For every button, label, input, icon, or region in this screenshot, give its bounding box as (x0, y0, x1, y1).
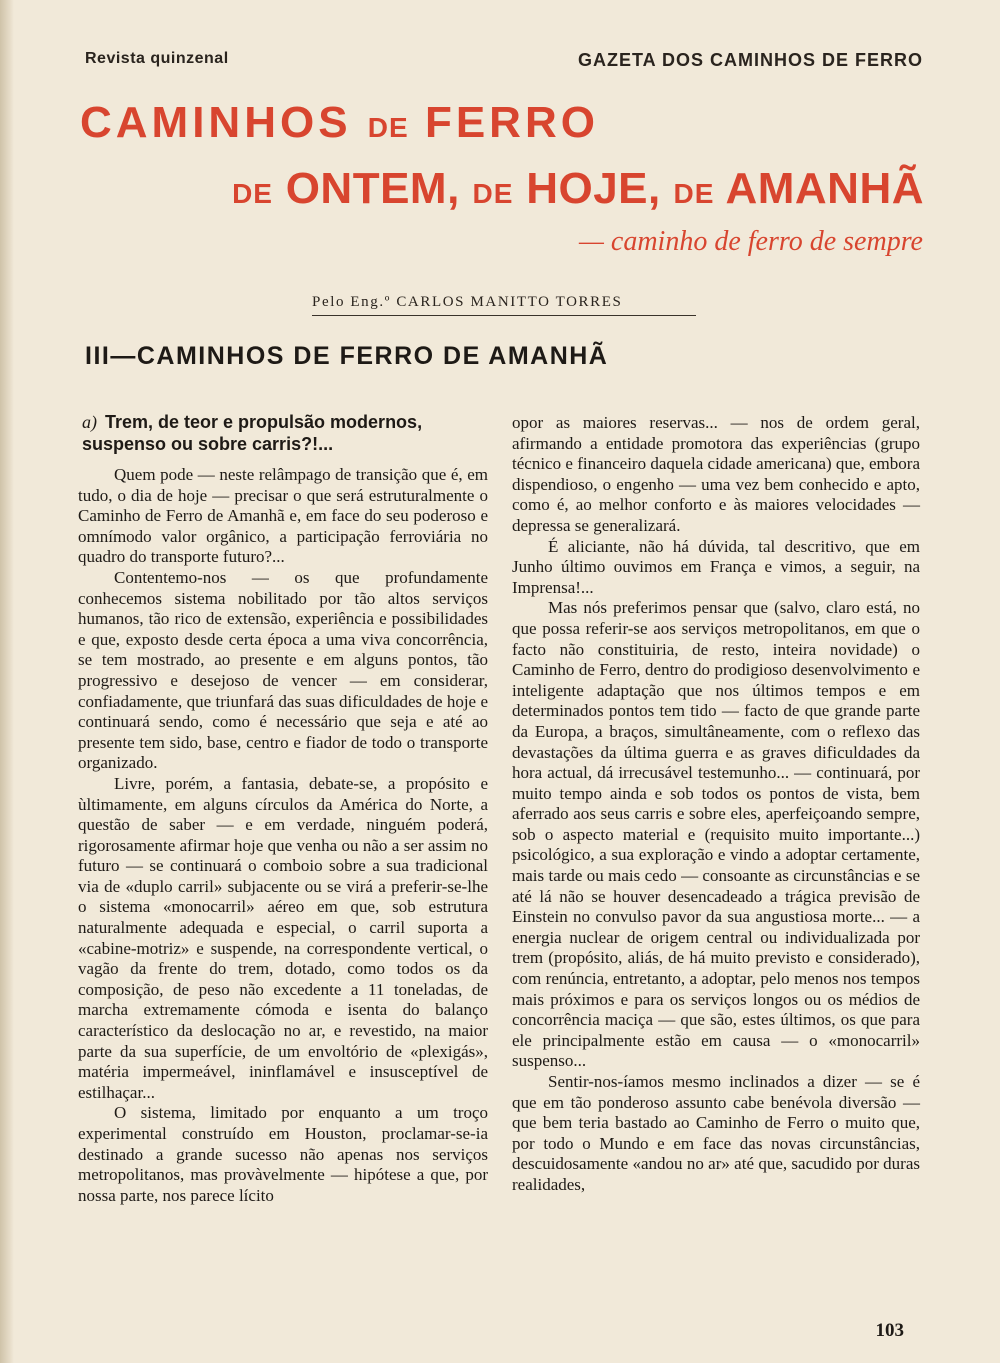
paragraph: É aliciante, não há dúvida, tal descritivo, que em Junho último ouvimos em França e vimos, a seguir, na Imprensa!... (512, 536, 920, 597)
article-title-line-1 (80, 98, 599, 148)
title-word: HOJE, (526, 164, 661, 213)
section-heading: III—CAMINHOS DE FERRO DE AMANHÃ (85, 342, 609, 370)
paragraph: Contentemo-nos — os que profundamente conhecemos sistema nobilitado por tão altos serviços humanos, tão rico de extensão, experiência e possibilidades e que, exposto desde certa época a uma viva concorrência, se tem mostrado, ao presente e em alguns pontos, tão progressivo e desejoso de vencer — em considerar, confiadamente, que triunfará das suas dificuldades de hoje e continuará sendo, como é necessário que seja e até ao presente tem sido, base, centro e fiador de todo o transporte organizado. (78, 567, 488, 773)
title-word-small: DE (232, 178, 273, 209)
article-title-line-2 (232, 164, 924, 214)
title-word-small: DE (367, 112, 409, 143)
paragraph: Mas nós preferimos pensar que (salvo, claro está, no que possa referir-se aos serviços metropolitanos, em que o facto não constituiria, de resto, inteira novidade) o Caminho de Ferro, dentro do prodigioso desenvolvimento e inteligente adaptação que nos últimos tempos e em determinados pontos tem tido — facto de que grande parte da Europa, a braços, simultâneamente, com o reflexo das devastações da última guerra e as graves dificuldades da hora actual, dá irrecusável testemunho... — continuará, por muito tempo ainda e sob todos os pontos de vista, bem aferrado aos seus carris e sobre eles, aperfeiçoando sempre, sob o aspecto material e (requisito muito importante...) psicológico, a sua exploração e vindo a adoptar certamente, mais tarde ou mais cedo — consoante as circunstâncias e se até lá não se houver desencadeado a trágica previsão de Einstein no convulso pavor da sua angustiosa morte... — a energia nuclear de origem central ou individualizada por trem (propósito, aliás, de há muito previsto e considerado), com renúncia, entretanto, a adoptar, pelo menos nos tempos mais próximos e para os serviços longos ou os médios de concorrência maciça — que são, estes últimos, os que para ele principalmente estão em causa — o «monocarril» suspenso... (512, 598, 920, 1071)
title-word-small: DE (673, 178, 715, 209)
title-word: AMANHÃ (725, 164, 924, 213)
page-binding-edge (0, 0, 14, 1363)
title-word: CAMINHOS (80, 98, 352, 147)
title-word: ONTEM, (285, 164, 460, 213)
paragraph: O sistema, limitado por enquanto a um troço experimental construído em Houston, proclamar-se-ia destinado a grande sucesso não apenas nos serviços metropolitanos, mas provàvelmente — hipótese a que, por nossa parte, nos parece lícito (78, 1103, 488, 1205)
article-subtitle: — caminho de ferro de sempre (579, 226, 923, 257)
paragraph: Sentir-nos-íamos mesmo inclinados a dizer — se é que em tão ponderoso assunto cabe benévola diversão — que bem teria bastado ao Caminho de Ferro o muito que, por todo o Mundo e em face das novas circunstâncias, descuidosamente «andou no ar» até que, sacudido por duras realidades, (512, 1072, 920, 1194)
title-word-small: DE (472, 178, 514, 209)
text-column-right (512, 413, 920, 1196)
header-periodicity: Revista quinzenal (85, 50, 229, 67)
header-journal-title: GAZETA DOS CAMINHOS DE FERRO (577, 50, 923, 70)
paragraph: opor as maiores reservas... — nos de ordem geral, afirmando a entidade promotora das experiências (grupo técnico e financeiro daquela cidade americana) que, embora dispendioso, o engenho — uma vez bem conhecido e apto, como é, ao melhor conforto e às maiores velocidades — depressa se generalizará. (512, 413, 920, 535)
text-column-left (78, 411, 488, 1206)
subsection-heading (78, 411, 488, 455)
paragraph: Livre, porém, a fantasia, debate-se, a propósito e ùltimamente, em alguns círculos da América do Norte, a questão de saber — e em verdade, ninguém poderá, rigorosamente afirmar hoje que venha ou não a ser assim no futuro — se continuará o comboio sobre a sua tradicional via de «duplo carril» subjacente ou se virá a preferir-se-lhe o sistema «monocarril» aéreo em que, sob estrutura naturalmente adequada e especial, o carril suporta a «cabine-motriz» e suspende, na correspondente vertical, o vagão da frente do trem, dotado, como todos os da composição, de peso não excedente a 11 toneladas, de marcha extremamente cómoda e isenta do balanço característico da deslocação no ar, e revestido, na maior parte da sua superfície, de um envoltório de «plexigás», matéria impermeável, ininflamável e insusceptível de estilhaçar... (78, 773, 488, 1102)
subsection-heading-text: Trem, de teor e propulsão modernos, suspenso ou sobre carris?!... (82, 412, 423, 454)
paragraph: Quem pode — neste relâmpago de transição que é, em tudo, o dia de hoje — precisar o que será estruturalmente o Caminho de Ferro de Amanhã e, em face do seu poderoso e omnímodo valor orgânico, a participação ferroviária no quadro do transporte futuro?... (78, 465, 488, 567)
title-word: FERRO (424, 98, 599, 147)
author-byline: Pelo Eng.º CARLOS MANITTO TORRES (312, 294, 696, 316)
page-number: 103 (875, 1320, 904, 1341)
subsection-marker: a) (82, 412, 97, 432)
